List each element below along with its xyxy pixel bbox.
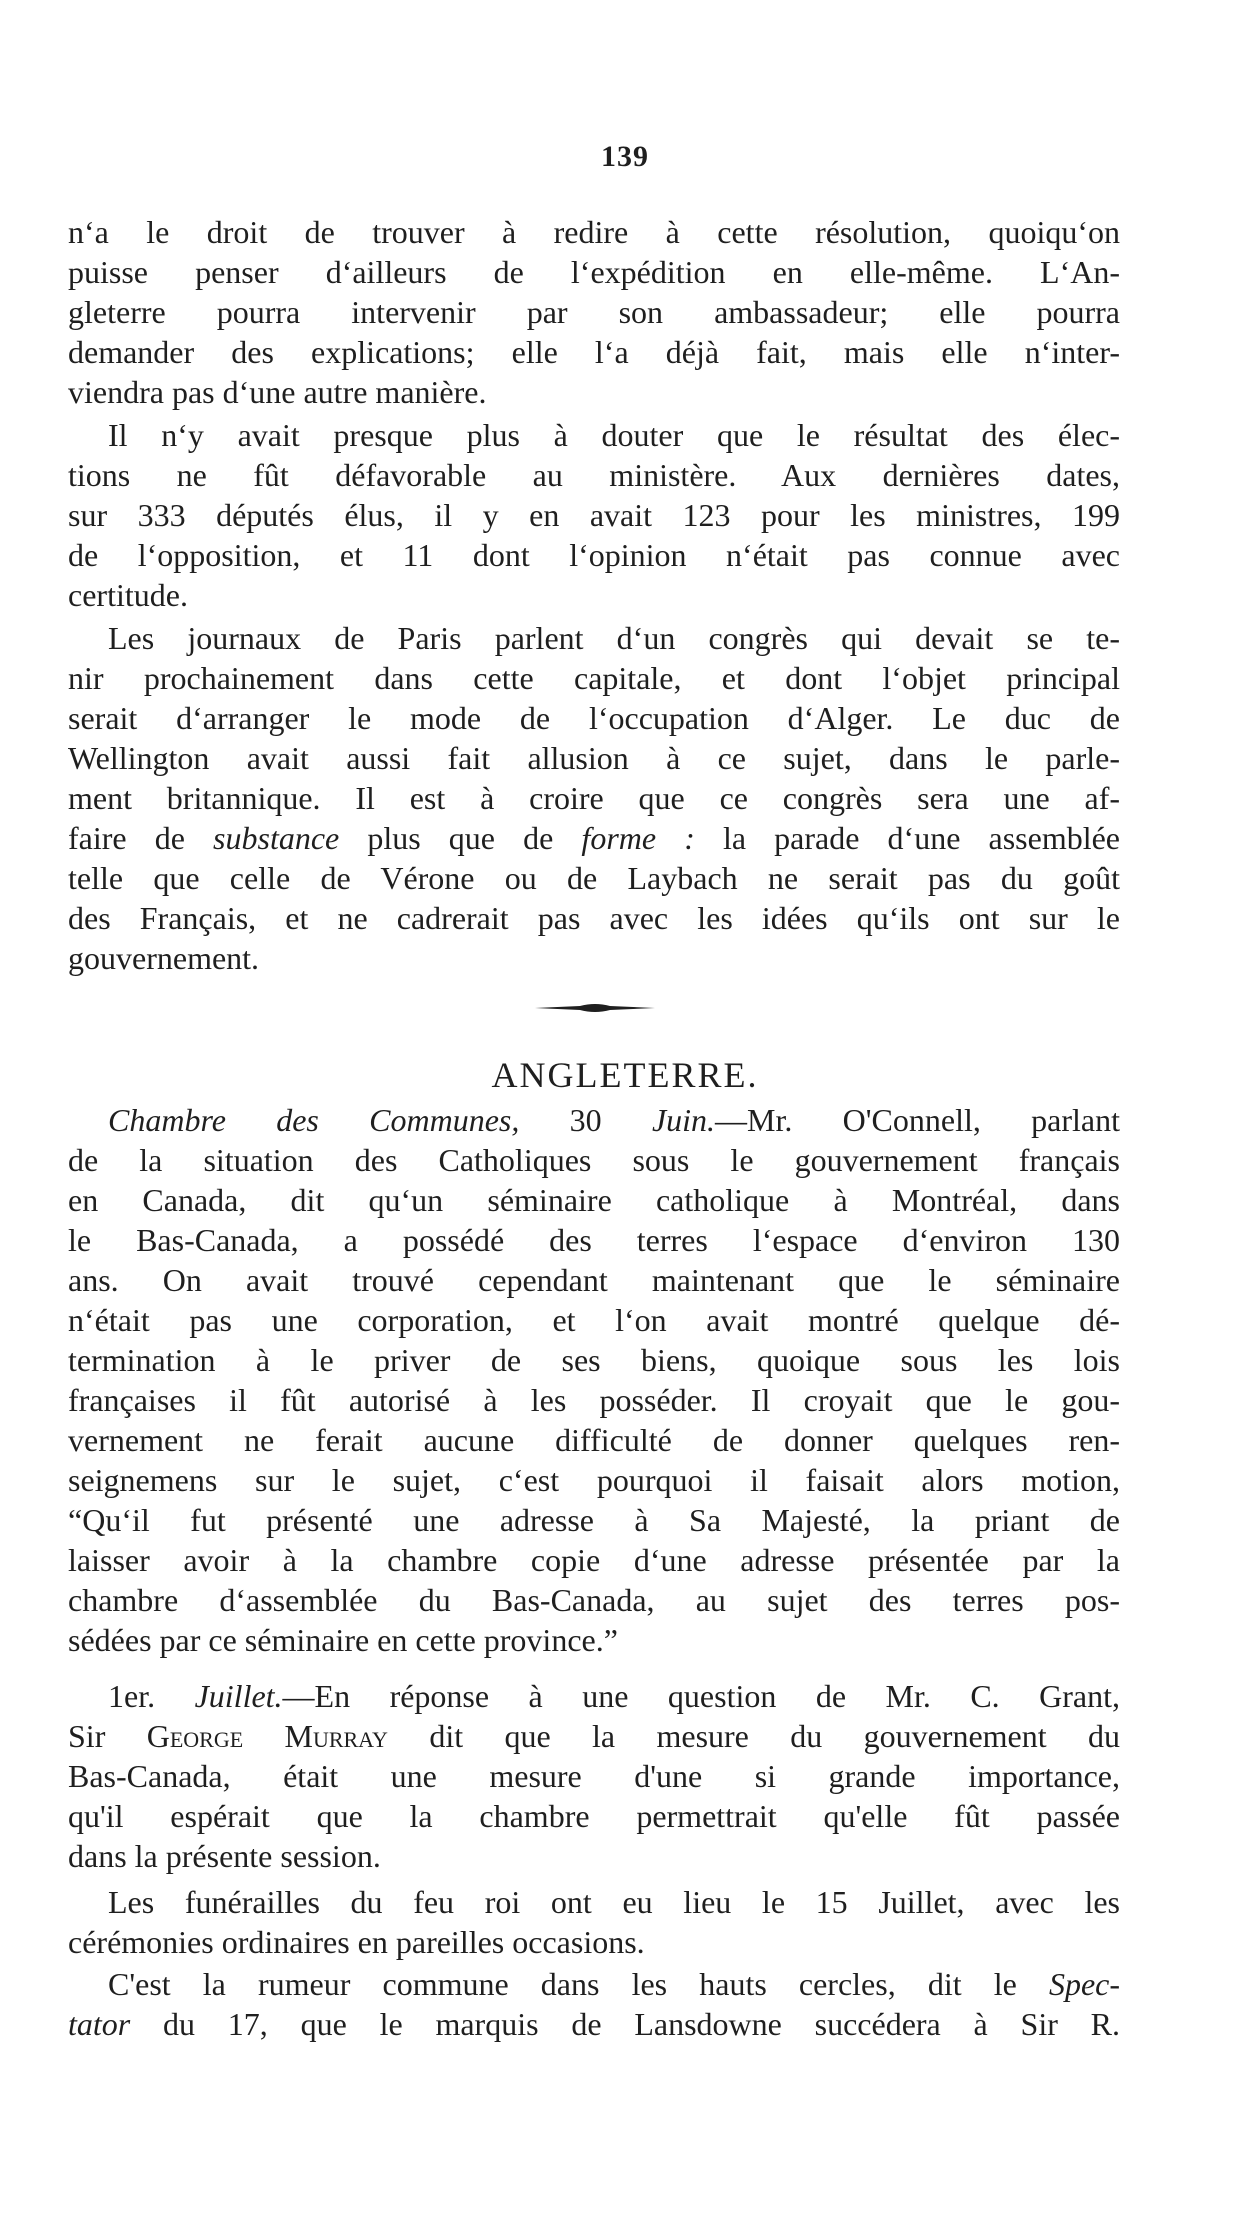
text-line [68,1716,1120,1756]
text-line [68,1260,1120,1300]
italic-text: Juillet. [194,1678,283,1714]
text-line [108,1882,1120,1922]
text-segment: “Qu‘il fut présenté une adresse à Sa Majesté, la priant de [68,1502,1120,1538]
text-segment: demander des explications; elle l‘a déjà fait, mais elle n‘inter- [68,334,1120,370]
text-line [68,1500,1120,1540]
text-segment: faire de [68,820,214,856]
text-segment: cérémonies ordinaires en pareilles occasions. [68,1924,645,1960]
text-segment: de l‘opposition, et 11 dont l‘opinion n‘était pas connue avec [68,537,1120,573]
text-line [68,495,1120,535]
italic-text: forme : [581,820,695,856]
text-segment: —Mr. O'Connell, parlant [715,1102,1121,1138]
text-line [68,1180,1120,1220]
text-segment: n‘a le droit de trouver à redire à cette résolution, quoiqu‘on [68,214,1120,250]
text-line [68,1796,1120,1836]
text-segment: qu'il espérait que la chambre permettrait qu'elle fût passée [68,1798,1120,1834]
text-line [68,212,1120,252]
ornamental-rule [535,1002,655,1014]
text-line [68,292,1120,332]
text-segment: dans la présente session. [68,1838,381,1874]
text-segment: sédées par ce séminaire en cette province.” [68,1622,618,1658]
section-heading: ANGLETERRE. [491,1055,759,1095]
text-segment: plus que de [339,820,582,856]
text-line [68,1460,1120,1500]
text-line [68,698,1120,738]
text-segment: Bas-Canada, était une mesure d'une si grande importance, [68,1758,1120,1794]
text-segment: laisser avoir à la chambre copie d‘une adresse présentée par la [68,1542,1120,1578]
text-line [68,1300,1120,1340]
text-segment: viendra pas d‘une autre manière. [68,374,487,410]
text-segment: gouvernement. [68,940,260,976]
text-line [68,778,1120,818]
text-segment: vernement ne ferait aucune difficulté de donner quelques ren- [68,1422,1120,1458]
text-line [68,1420,1120,1460]
text-segment: Les journaux de Paris parlent d‘un congrès qui devait se te- [108,620,1120,656]
text-segment: de la situation des Catholiques sous le gouvernement français [68,1142,1120,1178]
text-line [108,618,1120,658]
text-line [108,1100,1120,1140]
text-segment: du 17, que le marquis de Lansdowne succédera à Sir R. [130,2006,1120,2042]
text-segment: ans. On avait trouvé cependant maintenant que le séminaire [68,1262,1120,1298]
text-line [68,938,1120,978]
text-segment: n‘était pas une corporation, et l‘on avait montré quelque dé- [68,1302,1120,1338]
text-segment: dit que la mesure du gouvernement du [387,1718,1120,1754]
italic-text: tator [68,2006,131,2042]
text-line [108,415,1120,455]
text-line [68,332,1120,372]
text-line [68,1620,1120,1660]
text-line [68,1756,1120,1796]
text-segment: 30 [519,1102,652,1138]
small-caps-text: George Murray [146,1718,388,1754]
text-segment: —En réponse à une question de Mr. C. Grant, [282,1678,1121,1714]
text-line [68,1340,1120,1380]
text-segment: la parade d‘une assemblée [694,820,1120,856]
text-segment: Sir [68,1718,147,1754]
text-segment: 1er. [108,1678,195,1714]
italic-text: substance [213,820,340,856]
text-line [68,738,1120,778]
text-line [68,252,1120,292]
text-segment: Wellington avait aussi fait allusion à ce sujet, dans le parle- [68,740,1120,776]
text-segment: des Français, et ne cadrerait pas avec les idées qu‘ils ont sur le [68,900,1120,936]
text-line [68,1140,1120,1180]
text-line [68,575,1120,615]
text-segment: C'est la rumeur commune dans les hauts cercles, dit le [108,1966,1049,2002]
text-segment: termination à le priver de ses biens, quoique sous les lois [68,1342,1120,1378]
text-segment: en Canada, dit qu‘un séminaire catholique à Montréal, dans [68,1182,1120,1218]
text-line [68,858,1120,898]
text-segment: ment britannique. Il est à croire que ce congrès sera une af- [68,780,1120,816]
text-segment: nir prochainement dans cette capitale, et dont l‘objet principal [68,660,1120,696]
text-segment: chambre d‘assemblée du Bas-Canada, au sujet des terres pos- [68,1582,1120,1618]
text-segment: seignemens sur le sujet, c‘est pourquoi il faisait alors motion, [68,1462,1120,1498]
italic-text: Juin. [651,1102,716,1138]
text-segment: certitude. [68,577,188,613]
text-line [108,1964,1120,2004]
text-line [68,658,1120,698]
text-line [68,818,1120,858]
text-line [68,1220,1120,1260]
text-line [68,1580,1120,1620]
text-line [68,1836,1120,1876]
text-line [68,898,1120,938]
text-line [68,2004,1120,2044]
text-segment: françaises il fût autorisé à les posséder. Il croyait que le gou- [68,1382,1120,1418]
text-line [108,1676,1120,1716]
text-line [68,1922,1120,1962]
text-segment: puisse penser d‘ailleurs de l‘expédition en elle-même. L‘An- [68,254,1120,290]
text-segment: tions ne fût défavorable au ministère. Aux dernières dates, [68,457,1120,493]
text-line [68,1540,1120,1580]
text-segment: le Bas-Canada, a possédé des terres l‘espace d‘environ 130 [68,1222,1120,1258]
text-segment: telle que celle de Vérone ou de Laybach ne serait pas du goût [68,860,1120,896]
text-segment: Les funérailles du feu roi ont eu lieu le 15 Juillet, avec les [108,1884,1120,1920]
text-line [68,372,1120,412]
text-line [68,455,1120,495]
italic-text: Spec- [1048,1966,1120,2002]
italic-text: Chambre des Communes, [108,1102,520,1138]
text-segment: Il n‘y avait presque plus à douter que le résultat des élec- [108,417,1120,453]
page-number: 139 [601,140,649,173]
text-segment: serait d‘arranger le mode de l‘occupation d‘Alger. Le duc de [68,700,1120,736]
text-line [68,535,1120,575]
text-segment: sur 333 députés élus, il y en avait 123 pour les ministres, 199 [68,497,1120,533]
text-line [68,1380,1120,1420]
text-segment: gleterre pourra intervenir par son ambassadeur; elle pourra [68,294,1120,330]
